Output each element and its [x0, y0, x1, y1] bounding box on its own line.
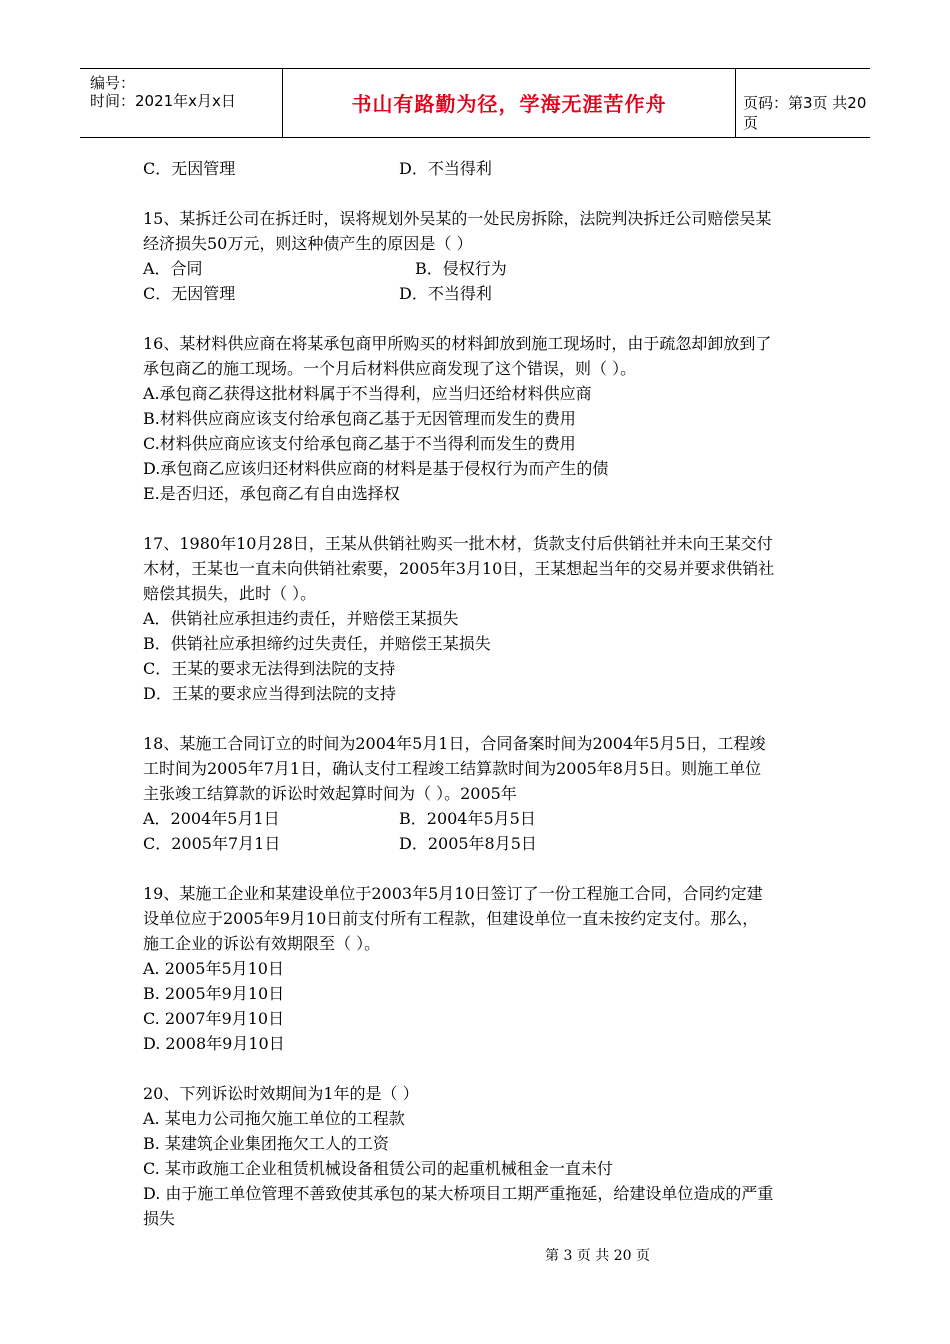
header-info-cell: [80, 69, 282, 137]
question-18-options-row: [143, 806, 813, 831]
option-c: C．2005年7月1日: [143, 834, 281, 853]
question-15-options-row: [143, 256, 813, 281]
option-b: B.材料供应商应该支付给承包商乙基于无因管理而发生的费用: [143, 409, 576, 428]
option-d-continued: 损失: [143, 1209, 176, 1228]
option-a: A．供销社应承担违约责任，并赔偿王某损失: [143, 609, 459, 628]
page-footer: [0, 1246, 950, 1266]
option-b: B．供销社应承担缔约过失责任，并赔偿王某损失: [143, 634, 491, 653]
question-20-text: 20、下列诉讼时效期间为1年的是（ ）: [143, 1084, 419, 1103]
question-17-text: 木材，王某也一直未向供销社索要，2005年3月10日，王某想起当年的交易并要求供销社: [143, 559, 775, 578]
question-19-text: 19、某施工企业和某建设单位于2003年5月10日签订了一份工程施工合同，合同约定建: [143, 884, 763, 903]
question-18-options-row: [143, 831, 813, 856]
option-c: C．无因管理: [143, 284, 236, 303]
question-18-text: 主张竣工结算款的诉讼时效起算时间为（ ）。2005年: [143, 784, 517, 803]
option-d: D. 由于施工单位管理不善致使其承包的某大桥项目工期严重拖延，给建设单位造成的严重: [143, 1184, 774, 1203]
header-page-number: 页码：第3页 共20页: [743, 94, 867, 132]
option-d: D.承包商乙应该归还材料供应商的材料是基于侵权行为而产生的债: [143, 459, 609, 478]
page-header: [80, 68, 870, 138]
header-page-cell: [735, 69, 870, 137]
option-a: A. 某电力公司拖欠施工单位的工程款: [143, 1109, 405, 1128]
question-18-text: 18、某施工合同订立的时间为2004年5月1日，合同备案时间为2004年5月5日，工程竣: [143, 734, 766, 753]
option-d: D. 2008年9月10日: [143, 1034, 285, 1053]
option-c: C．无因管理: [143, 159, 236, 178]
option-d: D．不当得利: [399, 284, 492, 303]
question-17-text: 17、1980年10月28日，王某从供销社购买一批木材，货款支付后供销社并未向王某交付: [143, 534, 773, 553]
question-18-text: 工时间为2005年7月1日，确认支付工程竣工结算款时间为2005年8月5日。则施工单位: [143, 759, 762, 778]
question-19-text: 设单位应于2005年9月10日前支付所有工程款，但建设单位一直未按约定支付。那么，: [143, 909, 759, 928]
option-e: E.是否归还，承包商乙有自由选择权: [143, 484, 400, 503]
option-d: D．王某的要求应当得到法院的支持: [143, 684, 396, 703]
carry-over-options: [143, 156, 813, 181]
question-16-text: 16、某材料供应商在将某承包商甲所购买的材料卸放到施工现场时，由于疏忽却卸放到了: [143, 334, 772, 353]
option-d: D．2005年8月5日: [399, 834, 537, 853]
option-a: A．2004年5月1日: [143, 809, 280, 828]
option-c: C. 2007年9月10日: [143, 1009, 285, 1028]
question-15-text: 15、某拆迁公司在拆迁时，误将规划外吴某的一处民房拆除，法院判决拆迁公司赔偿吴某: [143, 209, 772, 228]
document-body: [143, 156, 813, 1231]
option-c: C. 某市政施工企业租赁机械设备租赁公司的起重机械租金一直未付: [143, 1159, 613, 1178]
footer-page-number: 第 3 页 共 20 页: [545, 1248, 650, 1264]
option-b: B．侵权行为: [415, 259, 507, 278]
document-number-label: 编号：: [90, 74, 136, 92]
option-a: A.承包商乙获得这批材料属于不当得利，应当归还给材料供应商: [143, 384, 592, 403]
question-15-text: 经济损失50万元，则这种债产生的原因是（ ）: [143, 234, 473, 253]
header-motto: 书山有路勤为径，学海无涯苦作舟: [351, 92, 667, 116]
document-time-label: 时间：2021年x月x日: [90, 92, 236, 110]
option-a: A. 2005年5月10日: [143, 959, 284, 978]
option-d: D．不当得利: [399, 159, 492, 178]
question-16-text: 承包商乙的施工现场。一个月后材料供应商发现了这个错误，则（ ）。: [143, 359, 637, 378]
question-19-text: 施工企业的诉讼有效期限至（ ）。: [143, 934, 381, 953]
option-b: B. 2005年9月10日: [143, 984, 285, 1003]
question-15-options-row: [143, 281, 813, 306]
header-motto-cell: [282, 69, 736, 137]
option-c: C．王某的要求无法得到法院的支持: [143, 659, 396, 678]
option-b: B. 某建筑企业集团拖欠工人的工资: [143, 1134, 389, 1153]
option-c: C.材料供应商应该支付给承包商乙基于不当得利而发生的费用: [143, 434, 576, 453]
option-b: B．2004年5月5日: [399, 809, 536, 828]
question-17-text: 赔偿其损失，此时（ ）。: [143, 584, 317, 603]
option-a: A．合同: [143, 259, 203, 278]
